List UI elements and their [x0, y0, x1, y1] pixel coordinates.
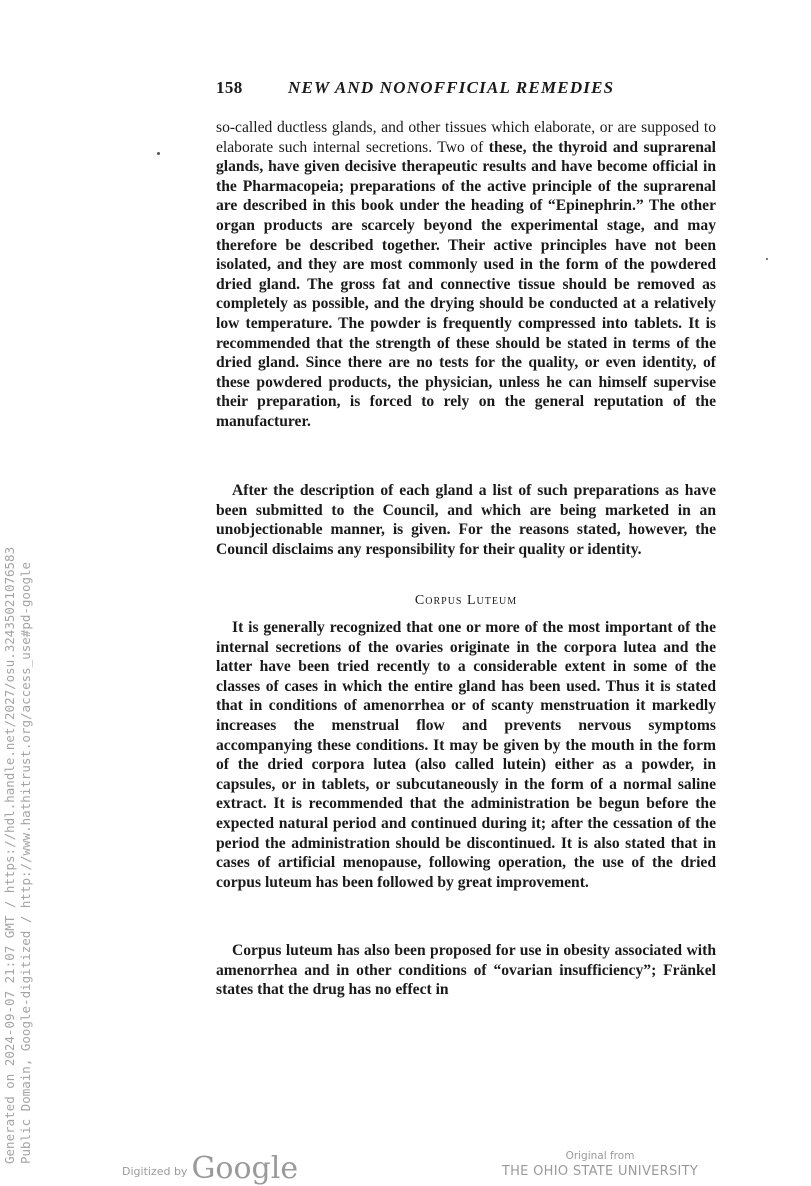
paragraph-intro: [216, 118, 716, 432]
paragraph-council: After the description of each gland a list of such preparations as have been submitted to the Council, and which are being marketed in an unobjectionable manner, is given. For the reasons stated, however, the Council disclaims any responsibility for their quality or identity.: [216, 482, 716, 558]
scan-speck: [157, 152, 160, 155]
watermark-line-public-domain: Public Domain, Google-digitized / http://www.hathitrust.org/access_use#pd-google: [18, 561, 33, 1164]
university-name: THE OHIO STATE UNIVERSITY: [501, 1164, 699, 1179]
scan-speck: [766, 258, 768, 260]
body-text-council: [216, 481, 716, 559]
body-text-intro: [216, 118, 716, 432]
paragraph-obesity: Corpus luteum has also been proposed for use in obesity associated with amenorrhea and in other conditions of “ovarian insufficiency”; Fränkel states that the drug has no effect in: [216, 942, 716, 999]
page-number: 158: [216, 78, 243, 97]
paragraph-intro-lead: so-called ductless glands, and other tissues which elaborate, or are supposed to elaborate such internal secretions. Two of: [216, 119, 716, 156]
body-text-corpus-luteum: [216, 618, 716, 892]
running-title: NEW AND NONOFFICIAL REMEDIES: [288, 78, 615, 97]
original-from-label: Original from: [565, 1150, 635, 1162]
original-source-mark: [500, 1150, 700, 1181]
paragraph-intro-rest: these, the thyroid and suprarenal glands, have given decisive therapeutic results and have become official in the Pharmacopeia; preparations of the active principle of the suprarenal are described in this book under the heading of “Epinephrin.” The other organ products are scarcely beyond the experimental stage, and may therefore be described together. Their active principles have not been isolated, and they are most commonly used in the form of the powdered dried gland. The gross fat and connective tissue should be removed as completely as possible, and the drying should be conducted at a relatively low temperature. The powder is frequently compressed into tablets. It is recommended that the strength of these should be stated in terms of the dried gland. Since there are no tests for the quality, or even identity, of these powdered products, the physician, unless he can himself supervise their preparation, is forced to rely on the general reputation of the manufacturer.: [216, 138, 716, 430]
page-header: [216, 78, 716, 100]
digitized-by-google-mark: [122, 1146, 298, 1186]
paragraph-corpus-luteum: It is generally recognized that one or more of the most important of the internal secretions of the ovaries originate in the corpora lutea and the latter have been tried recently to a considerable extent in some of the classes of cases in which the entire gland has been used. Thus it is stated that in conditions of amenorrhea or of scanty menstruation it markedly increases the menstrual flow and prevents nervous symptoms accompanying these conditions. It may be given by the mouth in the form of the dried corpora lutea (also called lutein) either as a powder, in capsules, or in tablets, or subcutaneously in the form of a normal saline extract. It is recommended that the administration be begun before the expected natural period and continued during it; after the cessation of the period the administration should be discontinued. It is also stated that in cases of artificial menopause, following operation, the use of the dried corpus luteum has been followed by great improvement.: [216, 619, 716, 891]
google-logo: Google: [191, 1151, 299, 1186]
section-heading-corpus-luteum: Corpus Luteum: [414, 593, 518, 608]
hathitrust-watermark: [2, 524, 34, 1164]
watermark-line-generated: Generated on 2024-09-07 21:07 GMT / https://hdl.handle.net/2027/osu.32435021076583: [2, 546, 17, 1164]
body-text-obesity: [216, 941, 716, 1000]
digitized-by-label: Digitized by: [122, 1165, 188, 1178]
